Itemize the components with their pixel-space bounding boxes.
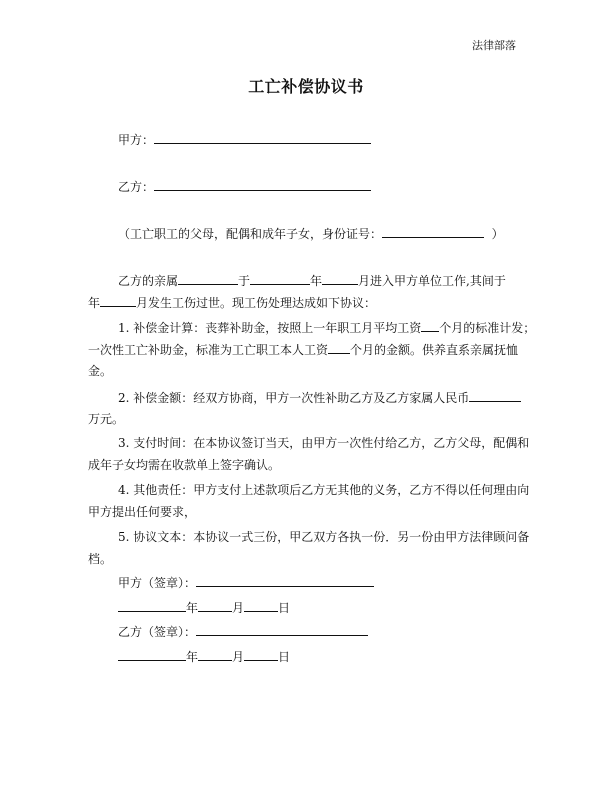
party-b-year-blank[interactable] xyxy=(118,647,186,661)
clause-text: 1. 补偿金计算：丧葬补助金，按照上一年职工月平均工资 xyxy=(118,321,422,335)
clause-text: 档。 xyxy=(88,552,113,566)
party-a-signature-blank[interactable] xyxy=(196,573,374,587)
day-label: 日 xyxy=(278,601,291,615)
clause-text: 成年子女均需在收款单上签字确认。 xyxy=(88,458,281,472)
party-a-day-blank[interactable] xyxy=(244,598,278,612)
relative-name-blank[interactable] xyxy=(178,271,238,285)
clause-text: 3. 支付时间：在本协议签订当天，由甲方一次性付给乙方，乙方父母，配偶和 xyxy=(118,436,530,450)
party-a-year-blank[interactable] xyxy=(118,598,186,612)
party-b-day-blank[interactable] xyxy=(244,647,278,661)
year-label: 年 xyxy=(186,601,199,615)
clause-2-line-2 xyxy=(88,410,124,428)
clause-text: 甲方提出任何要求， xyxy=(88,505,197,519)
party-a-signature-label: 甲方（签章）： xyxy=(118,576,197,590)
intro-text: 乙方的亲属 xyxy=(118,274,179,288)
intro-text: 年 xyxy=(88,296,101,310)
clause-3-line-2 xyxy=(88,456,280,474)
clause-text: 一次性工亡补助金，标准为工亡职工本人工资 xyxy=(88,343,329,357)
intro-text: 年 xyxy=(310,274,323,288)
clause-1-line-3 xyxy=(88,362,112,380)
party-a-line xyxy=(118,130,371,149)
party-b-signature-blank[interactable] xyxy=(196,622,368,636)
day-label: 日 xyxy=(278,650,291,664)
clause-4-line-1 xyxy=(118,481,529,499)
clause-5-line-2 xyxy=(88,550,112,568)
injury-year-blank[interactable] xyxy=(100,293,136,307)
party-b-note-prefix: （工亡职工的父母，配偶和成年子女，身份证号： xyxy=(118,227,383,241)
party-a-blank[interactable] xyxy=(154,130,371,144)
header-tag: 法律部落 xyxy=(472,39,516,52)
month-label: 月 xyxy=(232,601,245,615)
clause-1-line-2 xyxy=(88,340,518,359)
clause-text: 个月的金额。供养直系亲属抚恤 xyxy=(350,343,519,357)
amount-blank[interactable] xyxy=(469,388,521,402)
clause-text: 万元。 xyxy=(88,412,125,426)
party-b-signature-line xyxy=(118,622,368,641)
clause-2-line-1 xyxy=(118,388,521,407)
year-label: 年 xyxy=(186,650,199,664)
join-month-blank[interactable] xyxy=(322,271,358,285)
party-b-blank[interactable] xyxy=(154,177,371,191)
party-a-signature-line xyxy=(118,573,374,592)
compensation-months-blank[interactable] xyxy=(328,340,350,354)
party-b-note-suffix: ） xyxy=(491,227,504,241)
intro-line-2 xyxy=(88,293,376,312)
clause-1-line-1 xyxy=(118,318,535,337)
intro-text: 于 xyxy=(238,274,251,288)
month-label: 月 xyxy=(232,650,245,664)
clause-text: 4. 其他责任：甲方支付上述款项后乙方无其他的义务，乙方不得以任何理由向 xyxy=(118,483,530,497)
intro-text: 月进入甲方单位工作,其间于 xyxy=(358,274,506,288)
party-a-month-blank[interactable] xyxy=(198,598,232,612)
party-b-month-blank[interactable] xyxy=(198,647,232,661)
clause-4-line-2 xyxy=(88,503,196,521)
funeral-months-blank[interactable] xyxy=(421,318,439,332)
clause-3-line-1 xyxy=(118,434,529,452)
party-b-date-line xyxy=(118,647,290,666)
clause-5-line-1 xyxy=(118,528,529,546)
party-a-date-line xyxy=(118,598,290,617)
party-b-line xyxy=(118,177,371,196)
clause-text: 2. 补偿金额：经双方协商，甲方一次性补助乙方及乙方家属人民币 xyxy=(118,391,470,405)
document-title: 工亡补偿协议书 xyxy=(248,77,364,96)
party-b-signature-label: 乙方（签章）： xyxy=(118,625,197,639)
clause-text: 金。 xyxy=(88,364,113,378)
clause-text: 个月的标准计发； xyxy=(439,321,536,335)
intro-line-1 xyxy=(118,271,506,290)
party-b-label: 乙方： xyxy=(118,180,155,194)
party-a-label: 甲方： xyxy=(118,133,155,147)
join-year-blank[interactable] xyxy=(250,271,310,285)
id-number-blank[interactable] xyxy=(382,224,484,238)
clause-text: 5. 协议文本：本协议一式三份，甲乙双方各执一份．另一份由甲方法律顾问备 xyxy=(118,530,530,544)
intro-text: 月发生工伤过世。现工伤处理达成如下协议： xyxy=(136,296,377,310)
party-b-note xyxy=(118,224,504,243)
